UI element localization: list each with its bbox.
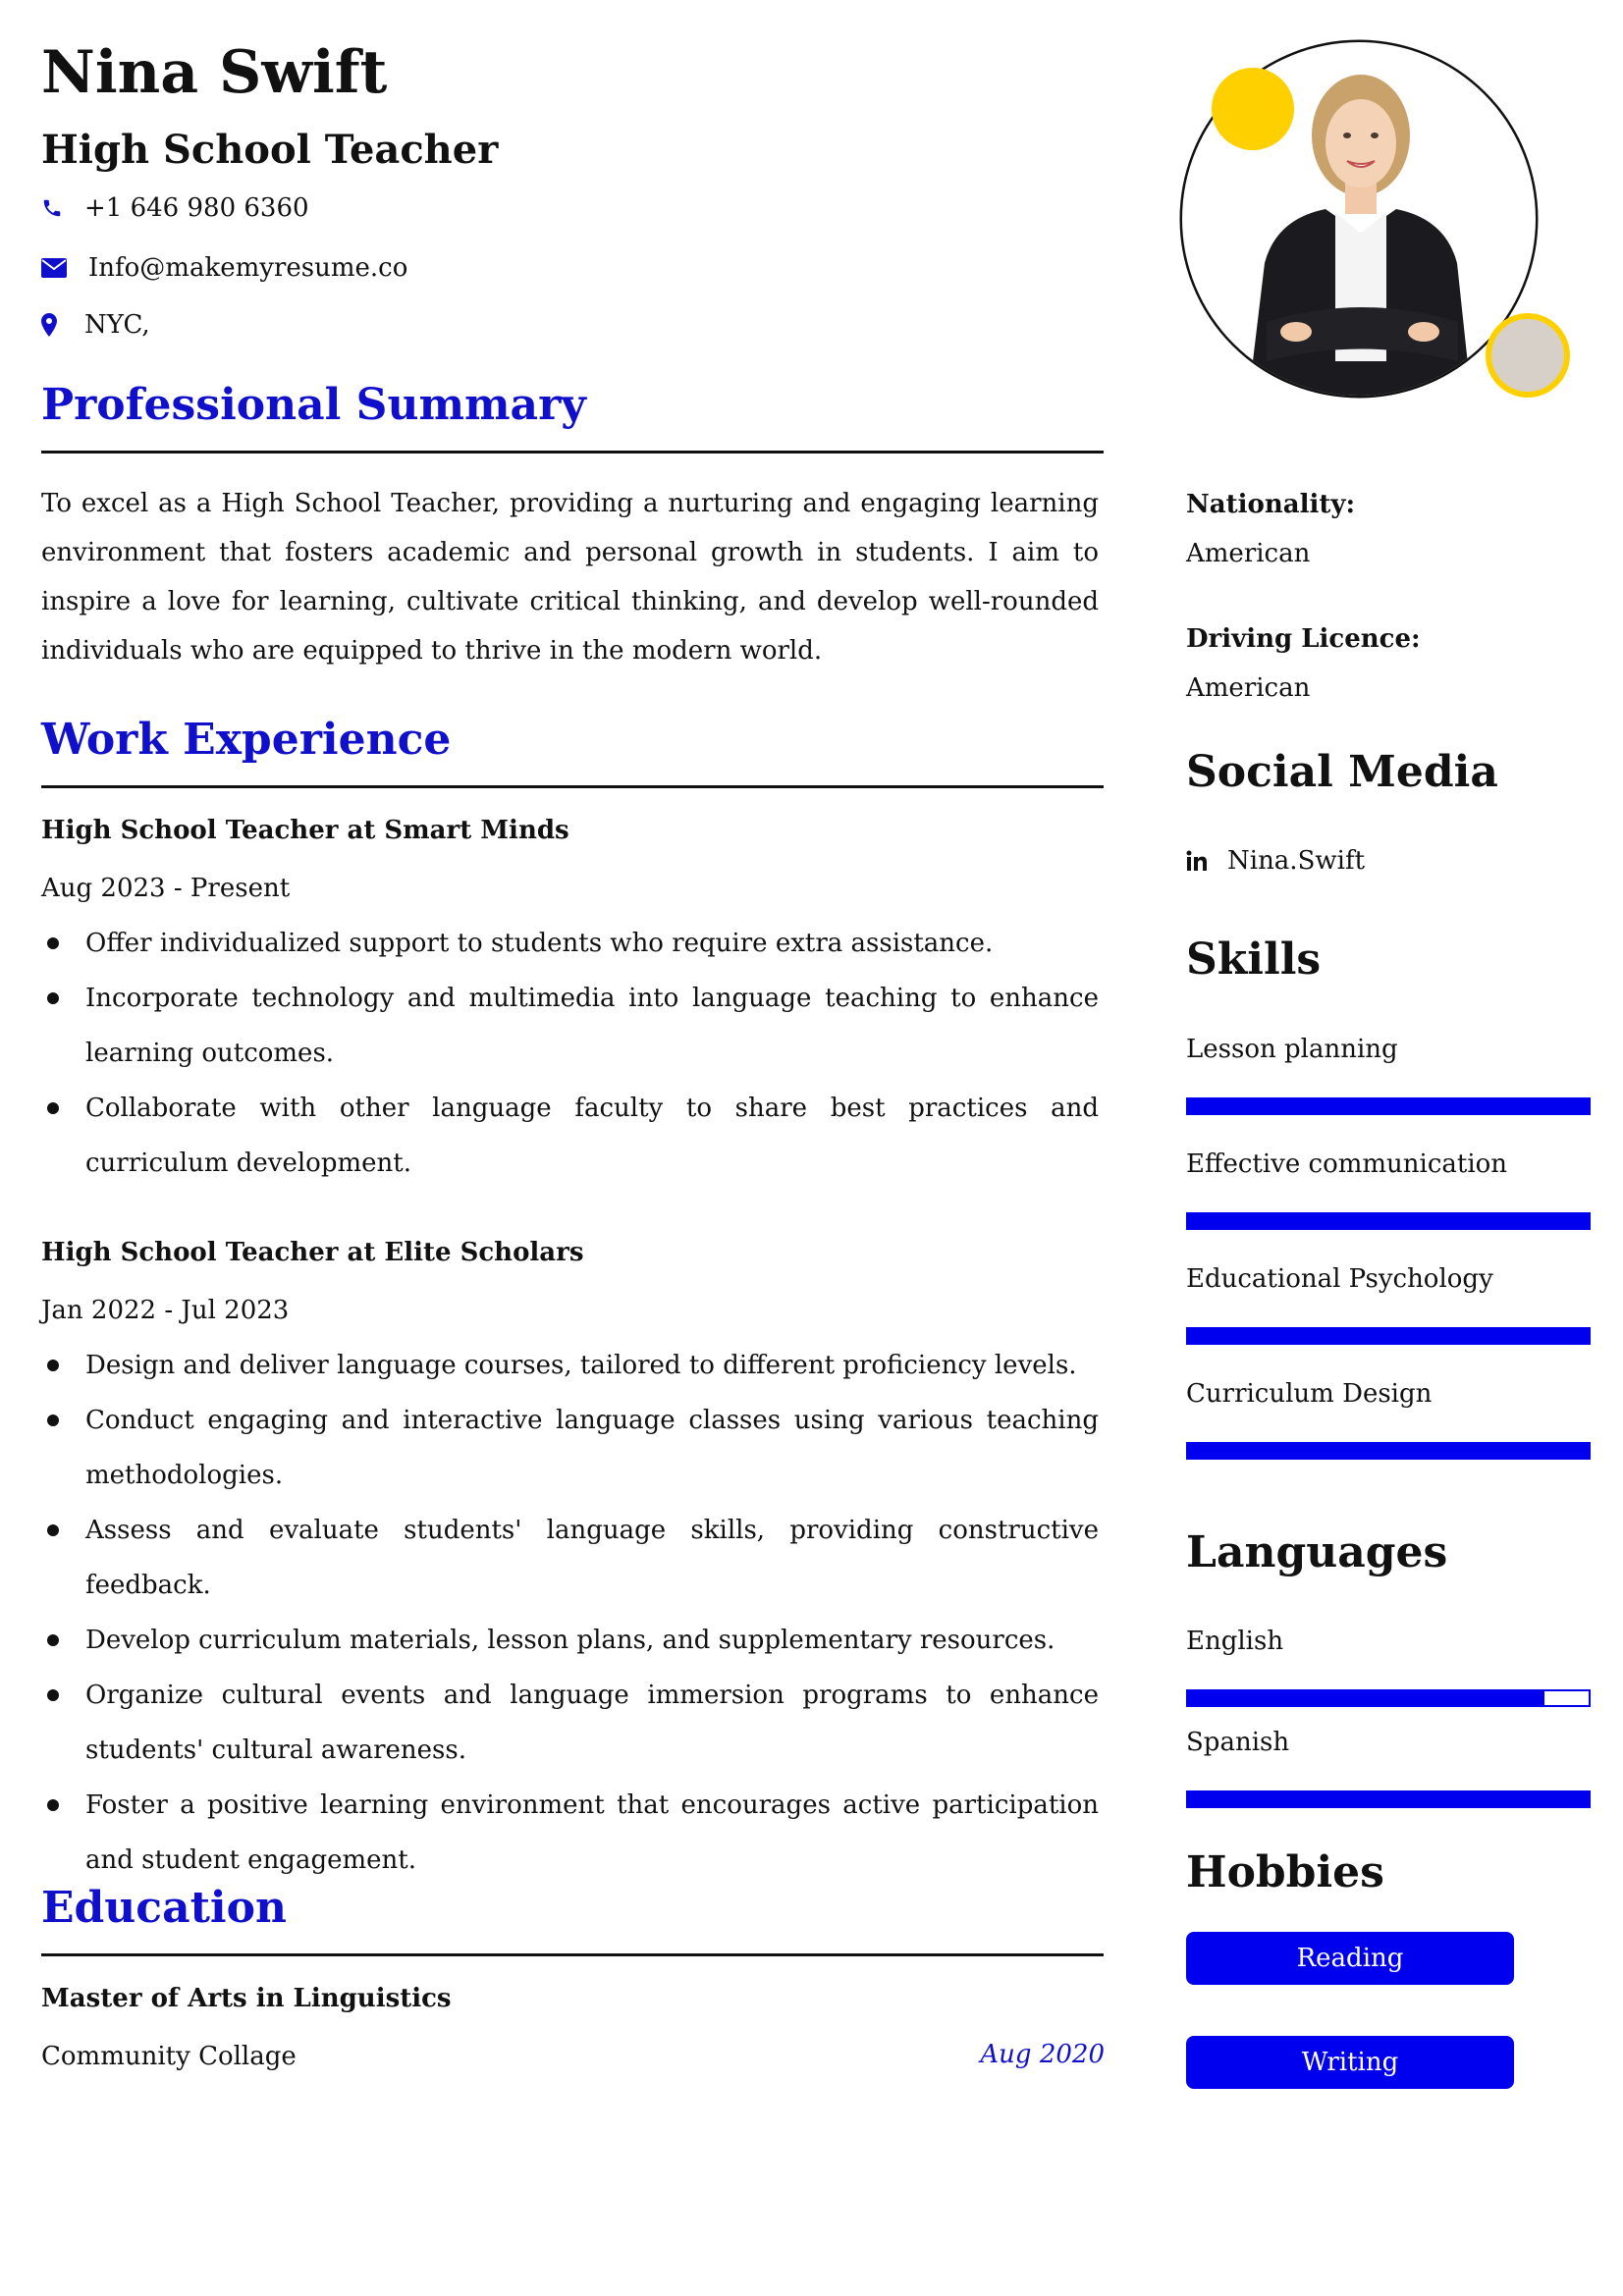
list-item: Conduct engaging and interactive language classes using various teaching methodologies. [41,1393,1099,1503]
skill-level-bar [1186,1097,1591,1115]
language-level-bar [1186,1689,1591,1707]
map-pin-icon [41,313,84,337]
list-item: Assess and evaluate students' language skills, providing constructive feedback. [41,1503,1099,1613]
languages-heading: Languages [1186,1527,1448,1577]
language-level-fill [1188,1792,1589,1806]
envelope-icon [41,258,88,278]
education-divider [41,1953,1104,1956]
phone-text: +1 646 980 6360 [84,193,309,223]
summary-heading: Professional Summary [41,380,586,430]
nationality-value: American [1186,539,1311,568]
education-heading: Education [41,1883,287,1933]
hobby-badge: Writing [1186,2036,1514,2089]
grey-dot [1488,316,1567,395]
list-item: Design and deliver language courses, tailored to different proficiency levels. [41,1338,1099,1393]
education-date: Aug 2020 [980,2040,1105,2069]
skill-level-bar [1186,1212,1591,1230]
job-title: High School Teacher at Smart Minds [41,816,569,845]
language-name: Spanish [1186,1728,1290,1757]
job-dates: Aug 2023 - Present [41,874,291,903]
skill-name: Effective communication [1186,1149,1508,1179]
nationality-label: Nationality: [1186,490,1356,519]
skill-level-fill [1188,1099,1589,1113]
list-item: Organize cultural events and language immersion programs to enhance students' cultural awareness. [41,1668,1099,1778]
skill-level-fill [1188,1214,1589,1228]
skill-level-bar [1186,1327,1591,1345]
hobbies-heading: Hobbies [1186,1847,1384,1897]
experience-heading: Work Experience [41,715,452,765]
contact-location [41,308,150,342]
language-level-fill [1188,1691,1544,1705]
contact-email [41,251,407,285]
profile-photo [1178,37,1571,410]
education-degree: Master of Arts in Linguistics [41,1984,452,2013]
job-bullets [41,1338,1099,1888]
phone-icon [41,197,84,219]
job-bullets [41,916,1099,1191]
skill-name: Lesson planning [1186,1035,1398,1064]
list-item: Collaborate with other language faculty to share best practices and curriculum development. [41,1081,1099,1191]
candidate-name: Nina Swift [41,38,388,107]
candidate-role: High School Teacher [41,127,499,173]
experience-divider [41,785,1104,788]
list-item: Offer individualized support to students who require extra assistance. [41,916,1099,971]
language-name: English [1186,1627,1284,1656]
education-school: Community Collage [41,2042,297,2071]
job-title: High School Teacher at Elite Scholars [41,1238,584,1267]
skill-name: Curriculum Design [1186,1379,1433,1409]
skill-level-fill [1188,1329,1589,1343]
list-item: Foster a positive learning environment that encourages active participation and student engagement. [41,1778,1099,1888]
contact-phone [41,191,309,225]
job-dates: Jan 2022 - Jul 2023 [41,1296,290,1325]
linkedin-handle[interactable]: Nina.Swift [1227,846,1366,876]
skill-level-bar [1186,1442,1591,1460]
email-text: Info@makemyresume.co [88,253,408,283]
summary-divider [41,451,1104,454]
language-level-bar [1186,1790,1591,1808]
licence-label: Driving Licence: [1186,624,1421,654]
linkedin-icon [1186,850,1227,872]
summary-text: To excel as a High School Teacher, providing a nurturing and engaging learning environment that fosters academic and personal growth in students. I aim to inspire a love for learning, cultivate critical thinking, and develop well-rounded individuals who are equipped to thrive in the modern world. [41,489,1099,666]
list-item: Develop curriculum materials, lesson plans, and supplementary resources. [41,1613,1099,1668]
social-linkedin[interactable] [1186,844,1365,878]
skills-heading: Skills [1186,934,1322,985]
hobby-badge: Reading [1186,1932,1514,1985]
list-item: Incorporate technology and multimedia into language teaching to enhance learning outcomes. [41,971,1099,1081]
social-heading: Social Media [1186,747,1498,797]
skill-level-fill [1188,1444,1589,1458]
location-text: NYC, [84,310,150,340]
skill-name: Educational Psychology [1186,1264,1493,1294]
yellow-dot [1212,68,1294,150]
licence-value: American [1186,673,1311,703]
